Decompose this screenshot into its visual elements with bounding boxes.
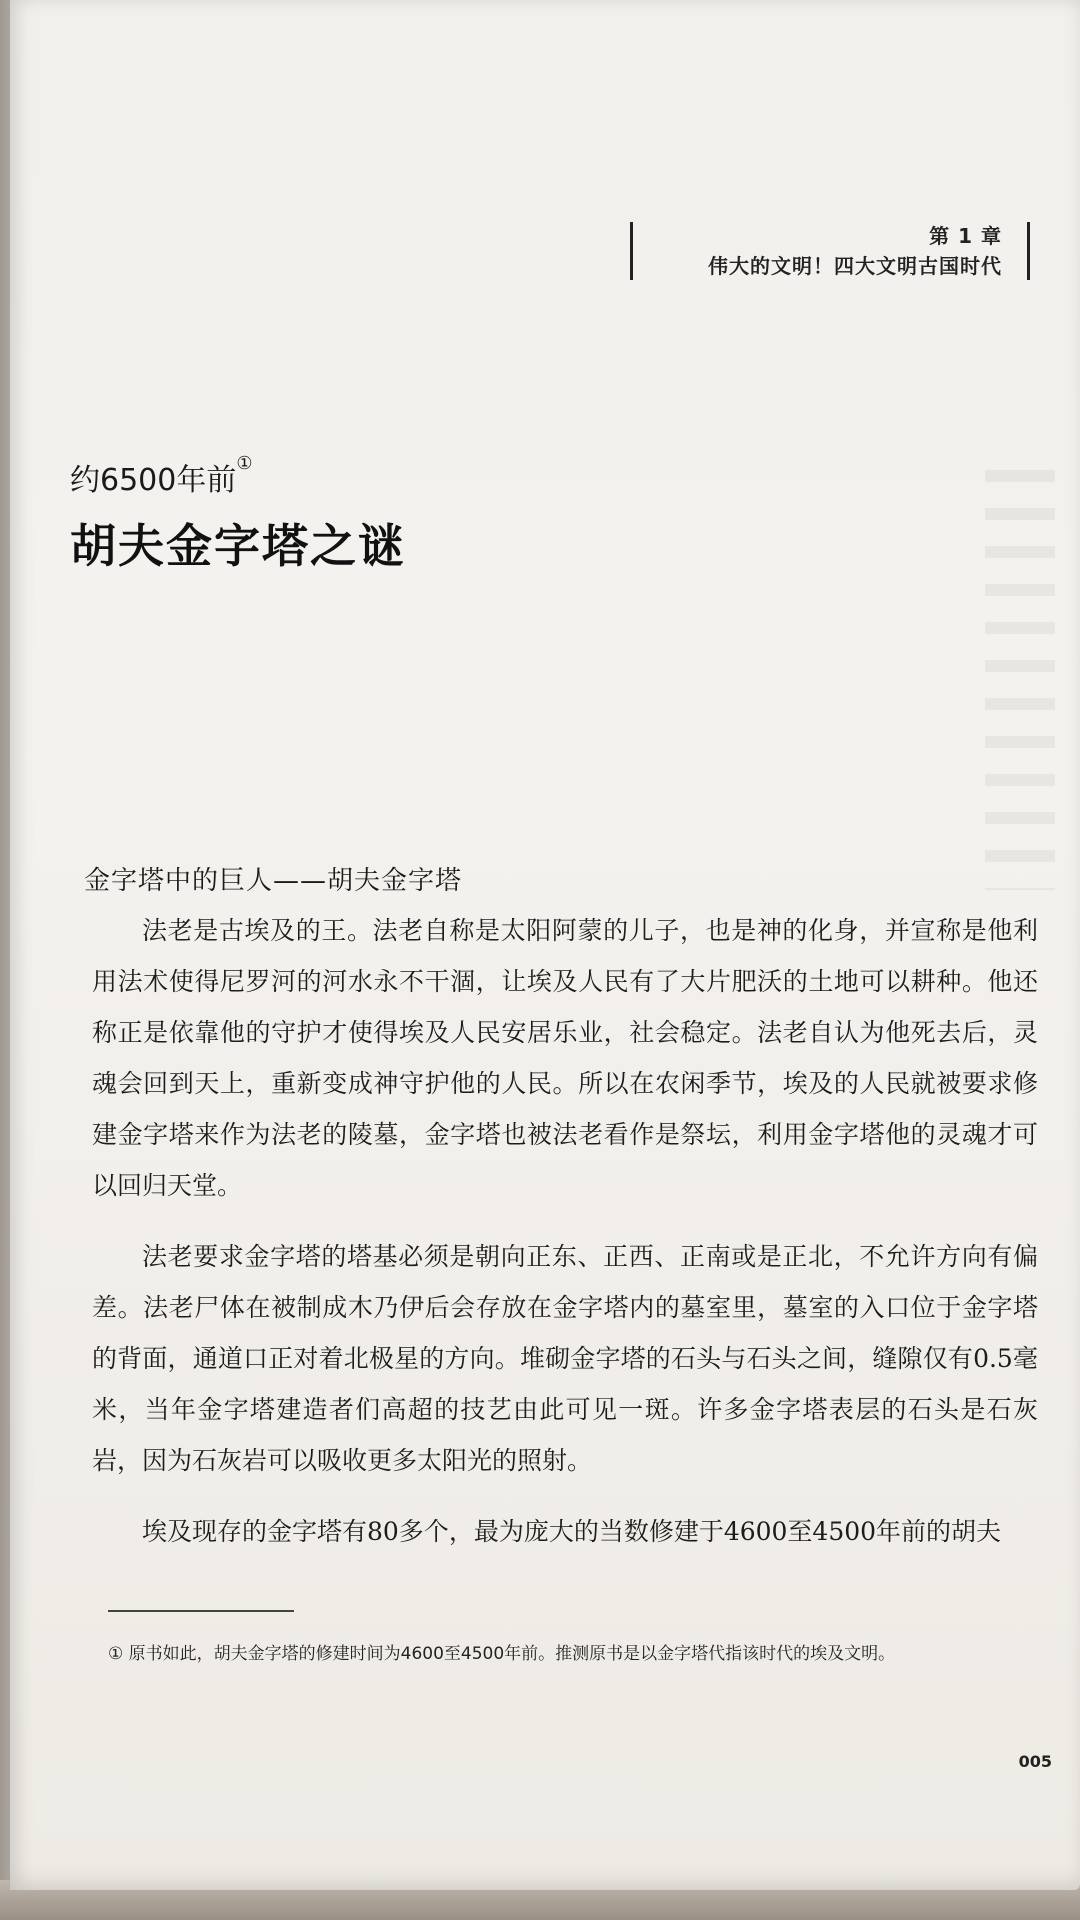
header-bar-left (630, 222, 633, 280)
bleed-through-text (985, 470, 1055, 890)
chapter-title: 伟大的文明！四大文明古国时代 (708, 254, 1002, 278)
footnote: ① 原书如此，胡夫金字塔的修建时间为4600至4500年前。推测原书是以金字塔代指该时代的埃及文明。 (108, 1644, 896, 1664)
footnote-divider (108, 1610, 294, 1612)
paragraph: 法老要求金字塔的塔基必须是朝向正东、正西、正南或是正北，不允许方向有偏差。法老尸体在被制成木乃伊后会存放在金字塔内的墓室里，墓室的入口位于金字塔的背面，通道口正对着北极星的方向。堆砌金字塔的石头与石头之间，缝隙仅有0.5毫米，当年金字塔建造者们高超的技艺由此可见一斑。许多金字塔表层的石头是石灰岩，因为石灰岩可以吸收更多太阳光的照射。 (92, 1242, 1038, 1475)
header-bar-right (1027, 222, 1030, 280)
page-number: 005 (1018, 1752, 1052, 1771)
paragraph: 法老是古埃及的王。法老自称是太阳阿蒙的儿子，也是神的化身，并宣称是他利用法术使得尼罗河的河水永不干涸，让埃及人民有了大片肥沃的土地可以耕种。他还称正是依靠他的守护才使得埃及人民安居乐业，社会稳定。法老自认为他死去后，灵魂会回到天上，重新变成神守护他的人民。所以在农闲季节，埃及的人民就被要求修建金字塔来作为法老的陵墓，金字塔也被法老看作是祭坛，利用金字塔他的灵魂才可以回归天堂。 (92, 916, 1038, 1200)
section-era (70, 455, 253, 499)
footnote-marker: ① (236, 453, 253, 474)
paragraph: 埃及现存的金字塔有80多个，最为庞大的当数修建于4600至4500年前的胡夫 (142, 1517, 1002, 1546)
book-page (10, 0, 1080, 1890)
subheading: 金字塔中的巨人——胡夫金字塔 (84, 866, 463, 896)
chapter-number: 第 1 章 (929, 224, 1002, 248)
running-header (630, 220, 1030, 282)
era-text: 约6500年前 (70, 463, 237, 498)
body-text (92, 905, 1038, 1557)
section-title: 胡夫金字塔之谜 (70, 519, 406, 573)
